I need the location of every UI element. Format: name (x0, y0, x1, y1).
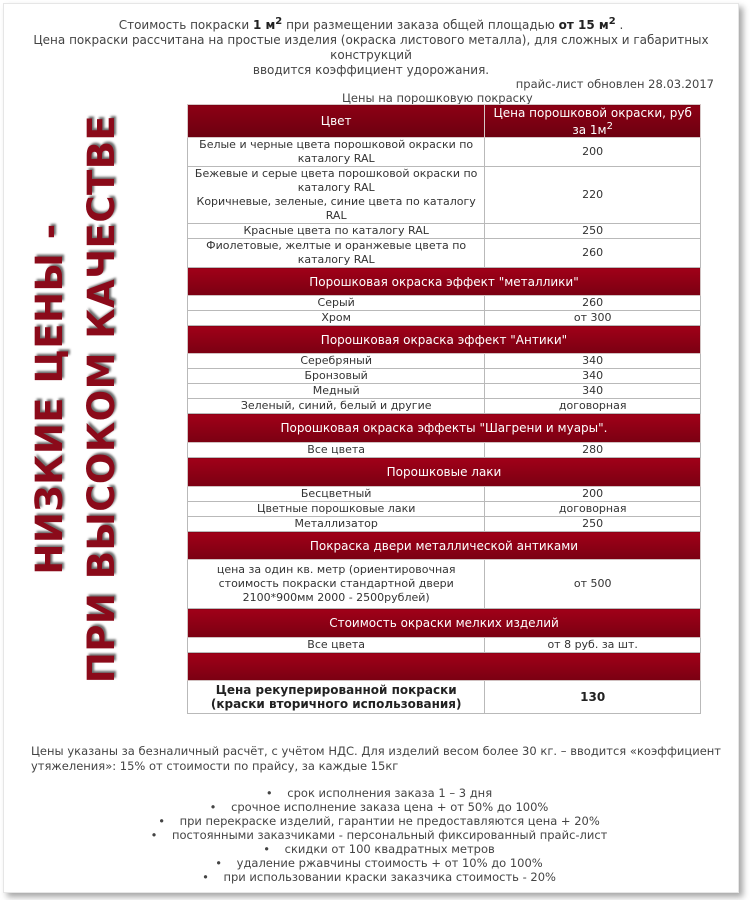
row-color-name-text: Хром (321, 311, 351, 324)
row-price: 340 (485, 384, 701, 399)
updated-date: прайс-лист обновлен 28.03.2017 (515, 77, 714, 91)
conditions-list (144, 786, 614, 884)
row-color-name (188, 681, 485, 714)
section-title: Покраска двери металлической антиками (188, 532, 701, 560)
table-row (188, 560, 701, 609)
section-row (188, 458, 701, 487)
slogan-line-2: ПРИ ВЫСОКОМ КАЧЕСТВЕ (80, 114, 123, 684)
row-color-name (188, 311, 485, 326)
condition-item: • при использовании краски заказчика стоимость - 20% (144, 870, 614, 884)
intro-line-1-d: от 15 м (558, 18, 609, 32)
header-color: Цвет (188, 105, 485, 138)
intro-line-1-a: Стоимость покраски (118, 18, 253, 32)
row-color-name-text: Фиолетовые, желтые и оранжевые цвета по каталогу RAL (206, 239, 467, 266)
condition-item: • скидки от 100 квадратных метров (144, 842, 614, 856)
slogan-line-1: НИЗКИЕ ЦЕНЫ - (28, 223, 71, 575)
table-row (188, 369, 701, 384)
row-color-name-text: цена за один кв. метр (ориентировочная стоимость покраски стандартной двери 2100*900мм 2000 - 2500рублей) (216, 563, 456, 604)
row-price: от 8 руб. за шт. (485, 638, 701, 653)
row-color-name-text: Металлизатор (294, 517, 378, 530)
row-color-name (188, 502, 485, 517)
condition-item: • при перекраске изделий, гарантии не предоставляются цена + 20% (144, 814, 614, 828)
row-color-name-text: Все цвета (307, 638, 366, 651)
row-color-name (188, 296, 485, 311)
row-color-name (188, 138, 485, 167)
row-price: 340 (485, 354, 701, 369)
condition-item: • удаление ржавчины стоимость + от 10% до 100% (144, 856, 614, 870)
table-row (188, 167, 701, 224)
intro-text (4, 14, 738, 78)
section-row (188, 532, 701, 560)
row-color-name-text: Цена рекуперированной покраски (краски вторичного использования) (210, 683, 462, 711)
table-row (188, 296, 701, 311)
intro-line-1-area (253, 18, 282, 32)
row-price: 260 (485, 239, 701, 268)
row-color-name (188, 638, 485, 653)
table-row (188, 517, 701, 532)
table-row (188, 443, 701, 458)
row-color-name (188, 224, 485, 239)
section-title: Стоимость окраски мелких изделий (188, 609, 701, 638)
row-price: от 300 (485, 311, 701, 326)
row-color-name-text: Бесцветный (300, 487, 372, 500)
condition-item: • постоянными заказчиками - персональный фиксированный прайс-лист (144, 828, 614, 842)
section-title: Порошковые лаки (188, 458, 701, 487)
row-color-name (188, 384, 485, 399)
table-row (188, 487, 701, 502)
row-price: 250 (485, 517, 701, 532)
row-color-name-text: Белые и черные цвета порошковой окраски по каталогу RAL (199, 138, 474, 165)
intro-line-1-b: 1 м (252, 18, 276, 32)
row-color-name-text-2: Коричневые, зеленые, синие цвета по каталогу RAL (196, 195, 476, 222)
row-price: 130 (485, 681, 701, 714)
header-price (485, 105, 701, 138)
row-color-name-text: Красные цвета по каталогу RAL (243, 224, 429, 237)
row-color-name (188, 560, 485, 609)
row-color-name-text: Медный (312, 384, 360, 397)
row-color-name-text: Бронзовый (304, 369, 368, 382)
section-row (188, 609, 701, 638)
section-row (188, 268, 701, 296)
table-row (188, 239, 701, 268)
table-row (188, 399, 701, 414)
intro-line-1-sup: 2 (275, 16, 283, 27)
row-price: 200 (485, 138, 701, 167)
row-color-name-text: Серый (317, 296, 355, 309)
table-row (188, 681, 701, 714)
row-color-name (188, 354, 485, 369)
intro-line-1-e: . (615, 18, 624, 32)
row-color-name (188, 167, 485, 224)
table-header-row (188, 105, 701, 138)
table-row (188, 224, 701, 239)
row-price: 340 (485, 369, 701, 384)
condition-item: • срок исполнения заказа 1 – 3 дня (144, 786, 614, 800)
table-row (188, 311, 701, 326)
row-price: 220 (485, 167, 701, 224)
row-color-name-text: Цветные порошковые лаки (256, 502, 416, 515)
section-row (188, 653, 701, 681)
row-price: договорная (485, 502, 701, 517)
row-color-name-text: Бежевые и серые цвета порошковой окраски по каталогу RAL (194, 167, 478, 194)
row-color-name-text: Зеленый, синий, белый и другие (240, 399, 432, 412)
intro-line-3: вводится коэффициент удорожания. (252, 63, 490, 77)
header-price-label: Цена порошковой окраски, руб за 1м (493, 105, 692, 137)
intro-line-1-min-area (559, 18, 616, 32)
row-color-name-text: Серебряный (300, 354, 372, 367)
table-row (188, 354, 701, 369)
section-row (188, 326, 701, 354)
row-price: от 500 (485, 560, 701, 609)
section-title: Порошковая окраска эффекты "Шагрени и муары". (188, 414, 701, 443)
row-color-name (188, 369, 485, 384)
price-list-page (3, 3, 739, 893)
section-row (188, 414, 701, 443)
table-body (188, 138, 701, 714)
row-price: 260 (485, 296, 701, 311)
row-price: 280 (485, 443, 701, 458)
price-notes: Цены указаны за безналичный расчёт, с учётом НДС. Для изделий весом более 30 кг. – вводится «коэффициент утяжеления»: 15% от стоимости по прайсу, за каждые 15кг (31, 744, 721, 773)
row-color-name-text: Все цвета (307, 443, 366, 456)
table-row (188, 502, 701, 517)
vertical-slogan (24, 89, 134, 709)
row-color-name (188, 399, 485, 414)
table-row (188, 138, 701, 167)
section-title: Порошковая окраска эффект "Антики" (188, 326, 701, 354)
price-table (187, 104, 701, 714)
row-price: 250 (485, 224, 701, 239)
intro-line-1-sup2: 2 (608, 16, 616, 27)
condition-item: • срочное исполнение заказа цена + от 50% до 100% (144, 800, 614, 814)
intro-line-1 (4, 14, 738, 33)
intro-line-1-c: при размещении заказа общей площадью (282, 18, 559, 32)
header-price-sup: 2 (606, 120, 613, 132)
intro-line-2: Цена покраски рассчитана на простые изделия (окраска листового металла), для сложных и габаритных конструкций (33, 33, 709, 62)
row-color-name (188, 487, 485, 502)
section-title: Порошковая окраска эффект "металлики" (188, 268, 701, 296)
row-color-name (188, 517, 485, 532)
row-price: 200 (485, 487, 701, 502)
row-color-name (188, 239, 485, 268)
table-row (188, 384, 701, 399)
row-color-name (188, 443, 485, 458)
table-caption: Цены на порошковую покраску (342, 91, 533, 105)
row-price: договорная (485, 399, 701, 414)
table-row (188, 638, 701, 653)
section-title (188, 653, 701, 681)
